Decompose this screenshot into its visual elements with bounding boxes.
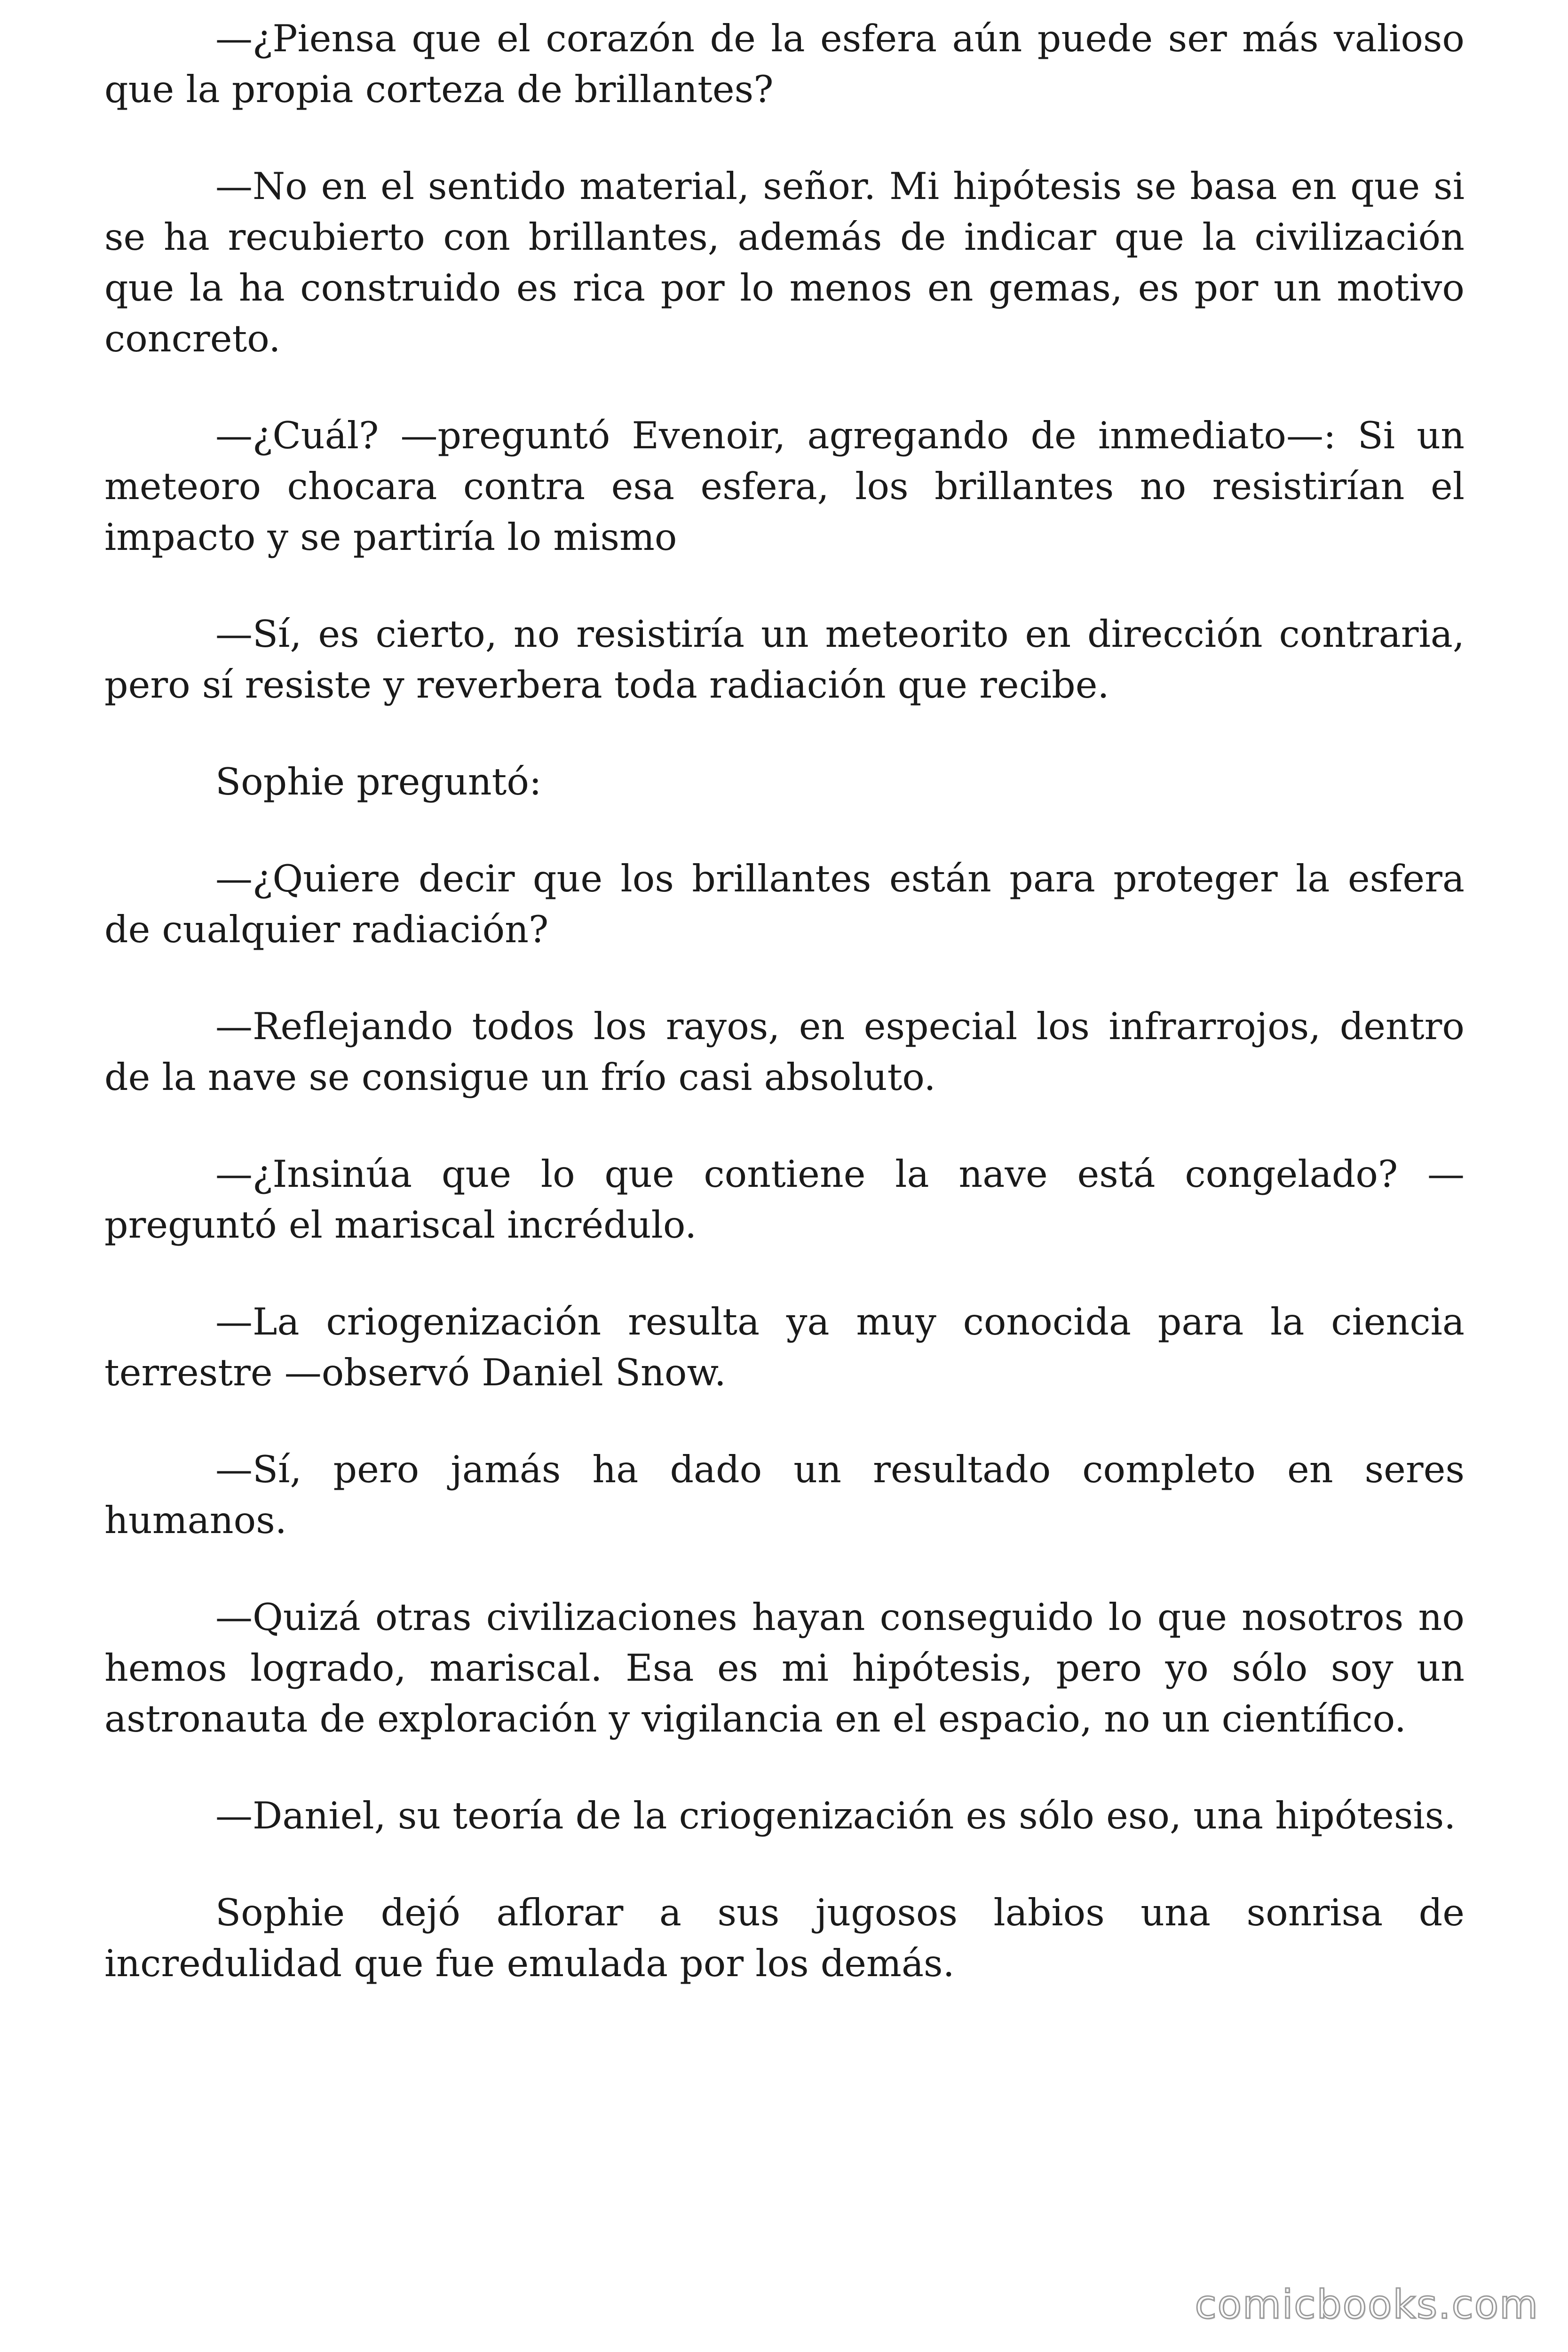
paragraph: —¿Cuál? —preguntó Evenoir, agregando de inmediato—: Si un meteoro chocara contra esa esfera, los brillantes no resistirían el impacto y se partiría lo mismo — [104, 414, 1465, 559]
paragraph: —Quizá otras civilizaciones hayan conseguido lo que nosotros no hemos logrado, mariscal. Esa es mi hipótesis, pero yo sólo soy un astronauta de exploración y vigilancia en el espacio, no un científico. — [104, 1596, 1465, 1740]
paragraph: —¿Insinúa que lo que contiene la nave está congelado? —preguntó el mariscal incrédulo. — [104, 1152, 1465, 1247]
paragraph: —Daniel, su teoría de la criogenización es sólo eso, una hipótesis. — [215, 1794, 1456, 1837]
paragraph: —La criogenización resulta ya muy conocida para la ciencia terrestre —observó Daniel Snow. — [104, 1300, 1465, 1394]
paragraph: Sophie dejó aflorar a sus jugosos labios una sonrisa de incredulidad que fue emulada por los demás. — [104, 1891, 1465, 1985]
paragraph: —¿Quiere decir que los brillantes están para proteger la esfera de cualquier radiación? — [104, 857, 1465, 951]
paragraph: —¿Piensa que el corazón de la esfera aún puede ser más valioso que la propia corteza de brillantes? — [104, 17, 1465, 111]
paragraph: —Sí, es cierto, no resistiría un meteorito en dirección contraria, pero sí resiste y reverbera toda radiación que recibe. — [104, 612, 1465, 707]
paragraph: Sophie preguntó: — [215, 760, 542, 803]
paragraph: —No en el sentido material, señor. Mi hipótesis se basa en que si se ha recubierto con brillantes, además de indicar que la civilización que la ha construido es rica por lo menos en gemas, es por un motivo concreto. — [104, 165, 1465, 360]
watermark: comicbooks.com — [1195, 2281, 1539, 2328]
paragraph: —Sí, pero jamás ha dado un resultado completo en seres humanos. — [104, 1448, 1465, 1542]
body-text — [104, 13, 1465, 2035]
paragraph: —Reflejando todos los rayos, en especial los infrarrojos, dentro de la nave se consigue un frío casi absoluto. — [104, 1005, 1465, 1099]
